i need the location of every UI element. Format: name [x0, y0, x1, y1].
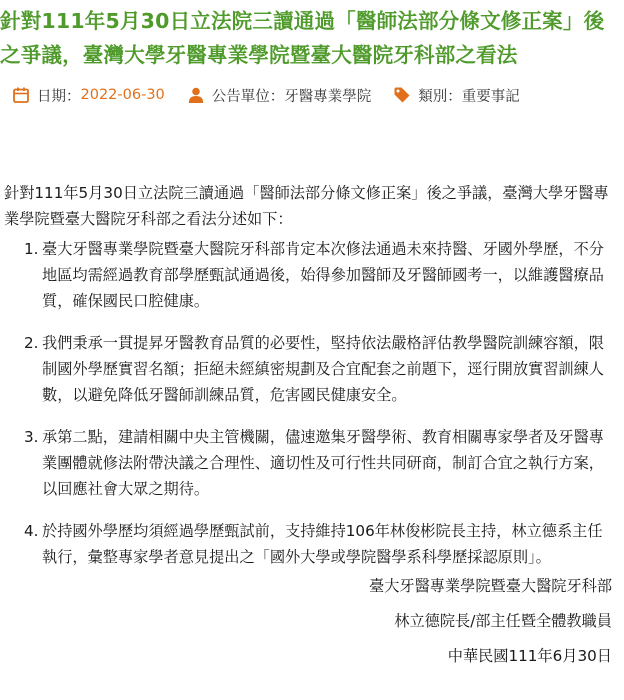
signature-person: 林立德院長/部主任暨全體教職員	[394, 612, 612, 630]
list-item-number: 2.	[24, 334, 39, 352]
post-meta	[12, 82, 612, 108]
signature-block	[369, 576, 612, 681]
list-item	[0, 330, 616, 408]
tag-icon	[393, 86, 411, 104]
list-item	[0, 236, 616, 314]
person-icon	[187, 86, 205, 104]
meta-category-label: 類別：	[418, 88, 462, 105]
page-title: 針對111年5月30日立法院三讀通過「醫師法部分條文修正案」後之爭議，臺灣大學牙醫專業學院暨臺大醫院牙科部之看法	[0, 9, 605, 67]
meta-date-label: 日期：	[37, 88, 81, 105]
meta-date-value: 2022-06-30	[80, 87, 165, 103]
meta-unit-label: 公告單位：	[211, 88, 285, 105]
signature-date: 中華民國111年6月30日	[447, 647, 612, 665]
list-item-text: 臺大牙醫專業學院暨臺大醫院牙科部肯定本次修法通過未來持醫、牙國外學歷，不分地區均需經過教育部學歷甄試通過後，始得參加醫師及牙醫師國考一，以維護醫療品質，確保國民口腔健康。	[42, 240, 604, 310]
meta-category	[393, 85, 520, 106]
meta-category-value[interactable]: 重要事記	[461, 88, 520, 105]
meta-date	[12, 85, 165, 106]
list-item-text: 我們秉承一貫提昇牙醫教育品質的必要性，堅持依法嚴格評估教學醫院訓練容額，限制國外學歷實習名額；拒絕未經縝密規劃及合宜配套之前題下，逕行開放實習訓練人數，以避免降低牙醫師訓練品質，危害國民健康安全。	[42, 334, 604, 404]
list-item-number: 4.	[24, 522, 39, 540]
list-item	[0, 424, 616, 502]
list-item	[0, 518, 616, 570]
list-item-text: 於持國外學歷均須經過學歷甄試前，支持維持106年林俊彬院長主持，林立德系主任執行，彙整專家學者意見提出之「國外大學或學院醫學系科學歷採認原則」。	[42, 522, 603, 566]
list-item-number: 1.	[24, 240, 39, 258]
calendar-icon	[12, 86, 30, 104]
list-item-number: 3.	[24, 428, 39, 446]
meta-unit-value[interactable]: 牙醫專業學院	[284, 88, 372, 105]
signature-organization: 臺大牙醫專業學院暨臺大醫院牙科部	[369, 577, 612, 595]
meta-unit	[187, 85, 372, 106]
statement-list	[0, 236, 616, 586]
list-item-text: 承第二點，建請相關中央主管機關，儘速邀集牙醫學術、教育相關專家學者及牙醫專業團體就修法附帶決議之合理性、適切性及可行性共同研商，制訂合宜之執行方案，以回應社會大眾之期待。	[42, 428, 604, 498]
intro-paragraph: 針對111年5月30日立法院三讀通過「醫師法部分條文修正案」後之爭議，臺灣大學牙醫專業學院暨臺大醫院牙科部之看法分述如下：	[4, 184, 609, 228]
